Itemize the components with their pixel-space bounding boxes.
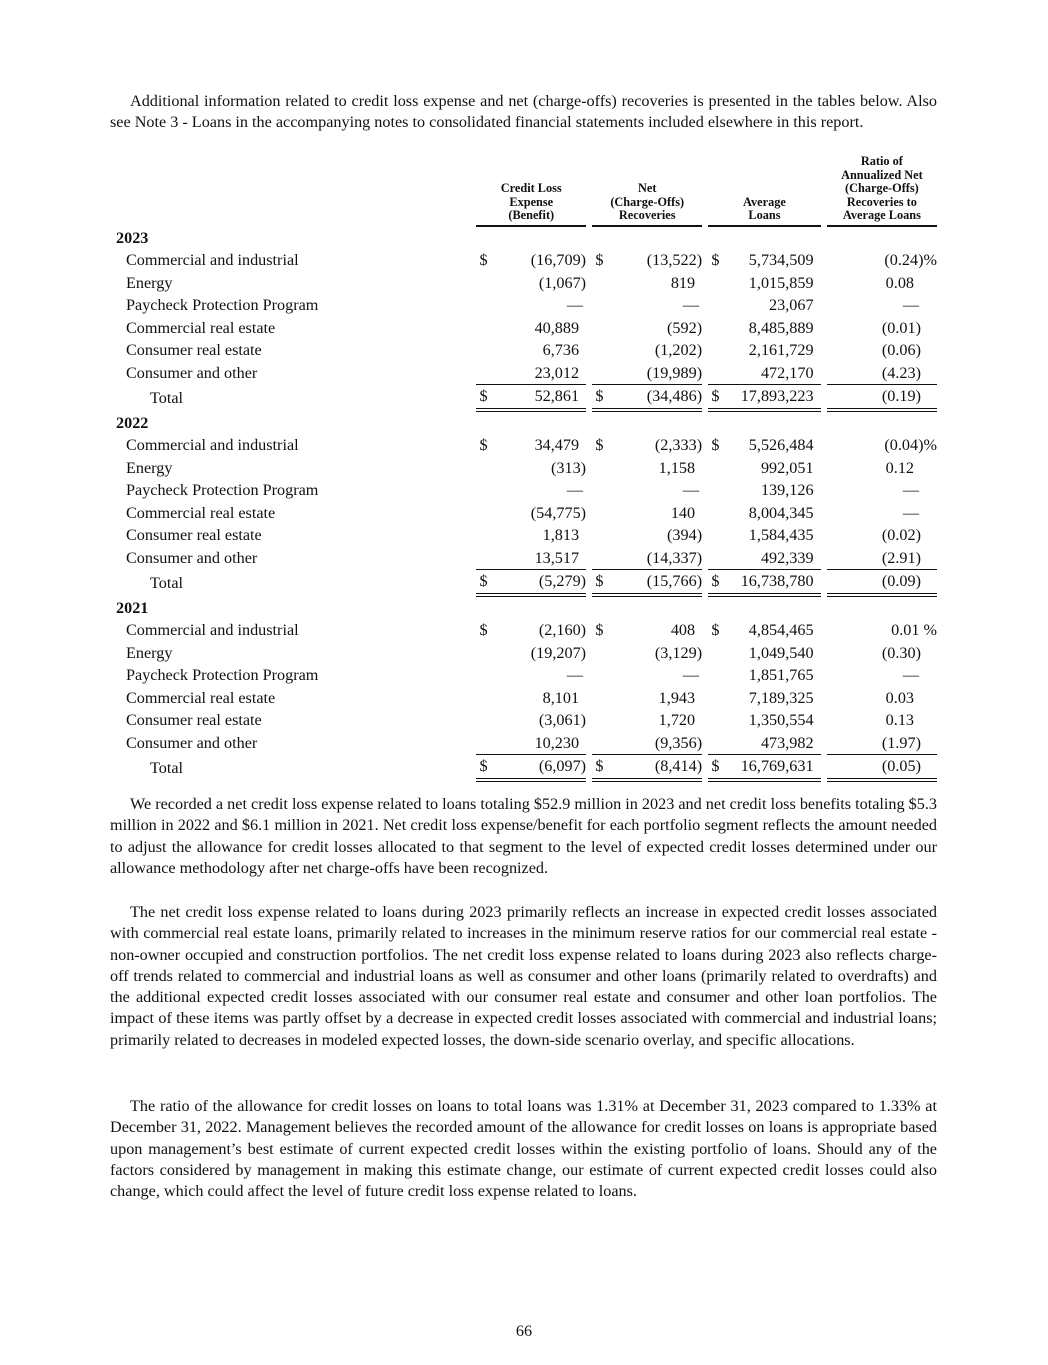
header-ratio [827,155,937,226]
cell-value: (0.30) [881,643,921,662]
row-label: Commercial and industrial [126,436,299,454]
net-charge-offs [592,570,702,595]
cell-value: (19,207) [530,643,587,662]
dollar-sign: $ [595,387,604,405]
total-row [110,385,937,410]
cell-value: (0.24)% [884,251,937,269]
ratio [827,502,937,525]
table-row [110,524,937,547]
net-charge-offs [592,619,702,642]
credit-loss-expense [476,687,586,710]
cell-value: 7,189,325 [748,688,814,707]
cell-value: (3,129) [654,643,703,662]
net-charge-offs [592,687,702,710]
net-charge-offs [592,709,702,732]
cell-value: 2,161,729 [748,341,814,359]
row-label: Paycheck Protection Program [126,296,319,314]
header-credit-loss-expense [476,155,586,226]
dollar-sign: $ [711,251,720,269]
header-line: (Charge-Offs) [610,194,685,209]
average-loans [708,755,820,780]
cell-value: 8,485,889 [748,318,814,337]
net-charge-offs [592,755,702,780]
average-loans [708,664,820,687]
cell-value: 408 [670,621,696,639]
dollar-sign: $ [711,757,720,775]
ratio [827,294,937,317]
paragraph-3: The ratio of the allowance for credit losses on loans to total loans was 1.31% at December 31, 2023 compared to 1.33% at December 31, 2022. Management believes the recorded amount of the allowance for credit losses on loans is appropriate based upon management’s best estimate of current expected credit losses within the existing portfolio of loans. Should any of the factors considered by management in making this estimate change, our estimate of current expected credit losses could also change, which could affect the level of future credit loss expense related to loans. [110,1097,937,1201]
credit-loss-expense [476,664,586,687]
header-net-charge-offs [592,155,702,226]
net-charge-offs [592,642,702,665]
cell-value: — [566,296,584,314]
cell-value: 492,339 [760,548,814,567]
cell-value: 5,734,509 [748,251,814,269]
total-row [110,755,937,780]
ratio [827,642,937,665]
cell-value: (394) [667,526,703,544]
cell-value: 473,982 [760,733,814,752]
credit-loss-expense [476,547,586,570]
row-label: Consumer and other [126,364,258,382]
ratio [827,317,937,340]
dollar-sign: $ [711,572,720,590]
table-row [110,434,937,457]
dollar-sign: $ [479,436,488,454]
cell-value: 8,004,345 [748,503,814,522]
ratio [827,732,937,755]
cell-value: (0.02) [881,526,921,544]
net-charge-offs [592,294,702,317]
cell-value: (15,766) [646,572,703,590]
header-line: Expense [509,194,554,209]
cell-value: 1,813 [542,526,580,544]
cell-value: — [902,481,919,499]
average-loans [708,294,820,317]
ratio [827,362,937,385]
cell-value: (0.04)% [884,436,937,454]
ratio [827,249,937,272]
table-row [110,709,937,732]
credit-loss-expense [476,502,586,525]
row-label: Energy [126,458,173,477]
cell-value: (4.23) [881,363,921,382]
cell-value: 0.12 [885,458,914,477]
row-label: Total [150,574,184,592]
intro-paragraph: Additional information related to credit loss expense and net (charge-offs) recoveries is presented in the tables below. Also see Note 3 - Loans in the accompanying notes to consolidated financial statements included elsewhere in this report. [110,92,937,132]
credit-loss-expense [476,755,586,780]
year-heading: 2021 [116,598,149,617]
cell-value: 16,738,780 [740,572,814,590]
paragraph-1: We recorded a net credit loss expense related to loans totaling $52.9 million in 2023 and net credit loss benefits totaling $5.3 million in 2022 and $6.1 million in 2021. Net credit loss expense/benefit for each portfolio segment reflects the amount needed to adjust the allowance for credit losses allocated to that segment to the level of expected credit losses determined under our allowance methodology after net charge-offs have been recognized. [110,795,937,877]
net-charge-offs [592,732,702,755]
ratio [827,524,937,547]
paragraph-2: The net credit loss expense related to loans during 2023 primarily reflects an increase in expected credit losses associated with commercial real estate loans, primarily related to increases in the minimum reserve ratios for our commercial real estate - non-owner occupied and construction portfolios. The net credit loss expense related to loans during 2023 also reflects charge-off trends related to commercial and industrial loans as well as consumer and other loans (primarily related to overdrafts) and the additional expected credit losses associated with our consumer real estate and consumer and other loan portfolios. The impact of these items was partly offset by a decrease in expected credit losses associated with commercial and industrial loans; primarily related to decreases in modeled expected losses, the down-side scenario overlay, and specific allocations. [110,903,937,1049]
cell-value: — [902,503,919,522]
row-label: Commercial real estate [126,688,276,707]
cell-value: — [682,481,700,499]
year-row [110,595,937,620]
row-label: Commercial real estate [126,503,276,522]
cell-value: (313) [551,458,587,477]
dollar-sign: $ [479,387,488,405]
dollar-sign: $ [479,757,488,775]
dollar-sign: $ [595,572,604,590]
cell-value: (1.97) [881,733,921,752]
dollar-sign: $ [595,757,604,775]
cell-value: (6,097) [538,757,587,775]
net-charge-offs [592,479,702,502]
cell-value: 1,584,435 [748,526,814,544]
cell-value: (8,414) [654,757,703,775]
ratio [827,709,937,732]
net-charge-offs [592,664,702,687]
cell-value: 1,851,765 [748,666,814,684]
table-row [110,317,937,340]
credit-loss-expense [476,249,586,272]
cell-value: 1,943 [658,688,696,707]
average-loans [708,249,820,272]
row-label: Consumer and other [126,734,258,752]
page-number: 66 [515,1322,533,1340]
header-line: Average Loans [842,208,921,222]
row-label: Energy [126,643,173,662]
net-charge-offs [592,434,702,457]
header-line: Credit Loss [500,181,562,195]
row-label: Energy [126,273,173,292]
cell-value: — [682,296,700,314]
cell-value: 992,051 [760,458,814,477]
credit-loss-expense [476,339,586,362]
ratio [827,457,937,480]
credit-loss-expense [476,294,586,317]
cell-value: 52,861 [534,387,580,405]
average-loans [708,524,820,547]
cell-value: 40,889 [534,318,580,337]
year-row [110,226,937,250]
dollar-sign: $ [479,621,488,639]
dollar-sign: $ [711,387,720,405]
table-row [110,362,937,385]
average-loans [708,385,820,410]
table-row [110,687,937,710]
header-line: Loans [748,208,781,222]
cell-value: 1,015,859 [748,273,814,292]
cell-value: 140 [670,503,696,522]
table-row [110,732,937,755]
cell-value: (16,709) [530,251,587,269]
cell-value: — [566,481,584,499]
credit-loss-expense [476,272,586,295]
ratio [827,385,937,410]
cell-value: — [902,666,919,684]
credit-loss-expense [476,570,586,595]
average-loans [708,362,820,385]
cell-value: (0.01) [881,318,921,337]
table-row [110,294,937,317]
cell-value: (1,202) [654,341,703,359]
cell-value: 472,170 [760,363,814,382]
table-row [110,664,937,687]
credit-loss-expense [476,524,586,547]
cell-value: 0.13 [885,711,914,729]
dollar-sign: $ [595,436,604,454]
average-loans [708,547,820,570]
cell-value: 4,854,465 [748,621,814,639]
year-heading: 2023 [116,228,149,247]
row-label: Consumer real estate [126,341,262,359]
cell-value: (592) [667,318,703,337]
cell-value: 10,230 [534,733,580,752]
cell-value: (34,486) [646,387,703,405]
row-label: Consumer real estate [126,711,262,729]
ratio [827,755,937,780]
ratio [827,664,937,687]
cell-value: (1,067) [538,273,587,292]
cell-value: (3,061) [538,711,587,729]
credit-loss-expense [476,385,586,410]
cell-value: (0.19) [881,387,921,405]
cell-value: 0.08 [885,273,914,292]
ratio [827,479,937,502]
row-label: Consumer and other [126,549,258,567]
header-line: (Benefit) [508,208,555,222]
cell-value: 1,720 [658,711,696,729]
average-loans [708,434,820,457]
net-charge-offs [592,339,702,362]
row-label: Commercial and industrial [126,621,299,639]
average-loans [708,732,820,755]
net-charge-offs [592,547,702,570]
average-loans [708,570,820,595]
table-row [110,479,937,502]
cell-value: (2,333) [654,436,703,454]
row-label: Paycheck Protection Program [126,666,319,684]
table-row [110,619,937,642]
cell-value: (2.91) [881,548,921,567]
cell-value: (0.05) [881,757,921,775]
net-charge-offs [592,524,702,547]
table-row [110,272,937,295]
average-loans [708,272,820,295]
cell-value: 23,067 [769,296,814,314]
cell-value: (13,522) [646,251,703,269]
cell-value: 5,526,484 [748,436,814,454]
cell-value: — [902,296,919,314]
cell-value: 34,479 [534,436,580,454]
cell-value: (19,989) [646,363,703,382]
average-loans [708,642,820,665]
average-loans [708,457,820,480]
cell-value: (2,160) [538,621,587,639]
credit-loss-expense [476,479,586,502]
cell-value: 0.03 [885,688,914,707]
table-row [110,642,937,665]
ratio [827,547,937,570]
ratio [827,272,937,295]
average-loans [708,502,820,525]
cell-value: (54,775) [530,503,587,522]
cell-value: (14,337) [646,548,703,567]
row-label: Commercial and industrial [126,251,299,269]
credit-loss-expense [476,709,586,732]
cell-value: — [682,666,700,684]
cell-value: 0.01 % [891,621,937,639]
credit-loss-expense [476,457,586,480]
header-line: Ratio of [860,154,903,168]
ratio [827,434,937,457]
table-header-row [110,155,937,226]
average-loans [708,687,820,710]
credit-loss-table [110,155,937,782]
cell-value: 819 [670,273,696,292]
cell-value: 6,736 [542,341,580,359]
header-average-loans [708,155,820,226]
credit-loss-expense [476,642,586,665]
average-loans [708,317,820,340]
cell-value: (0.09) [881,572,921,590]
row-label: Consumer real estate [126,526,262,544]
credit-loss-expense [476,434,586,457]
dollar-sign: $ [711,621,720,639]
table-row [110,339,937,362]
net-charge-offs [592,362,702,385]
row-label: Paycheck Protection Program [126,481,319,499]
net-charge-offs [592,457,702,480]
net-charge-offs [592,249,702,272]
row-label: Total [150,759,184,777]
credit-loss-expense [476,317,586,340]
header-line: Recoveries [618,208,676,222]
cell-value: 23,012 [534,363,580,382]
average-loans [708,709,820,732]
cell-value: (5,279) [538,572,587,590]
table-row [110,502,937,525]
cell-value: 139,126 [760,481,814,499]
table-row [110,457,937,480]
cell-value: 13,517 [534,548,580,567]
row-label: Total [150,389,184,407]
year-row [110,410,937,435]
cell-value: 16,769,631 [740,757,814,775]
net-charge-offs [592,272,702,295]
net-charge-offs [592,317,702,340]
dollar-sign: $ [595,621,604,639]
dollar-sign: $ [479,251,488,269]
cell-value: (0.06) [881,341,921,359]
header-line: (Charge-Offs) [845,181,919,195]
dollar-sign: $ [595,251,604,269]
dollar-sign: $ [479,572,488,590]
header-line: Net [637,181,657,195]
header-line: Annualized Net [841,167,923,182]
table-row [110,547,937,570]
ratio [827,570,937,595]
average-loans [708,479,820,502]
cell-value: — [566,666,584,684]
cell-value: 1,158 [658,458,696,477]
net-charge-offs [592,502,702,525]
ratio [827,619,937,642]
dollar-sign: $ [711,436,720,454]
credit-loss-expense [476,362,586,385]
year-heading: 2022 [116,413,149,432]
total-row [110,570,937,595]
ratio [827,339,937,362]
header-line: Recoveries to [846,194,917,209]
average-loans [708,339,820,362]
cell-value: 1,049,540 [748,643,814,662]
ratio [827,687,937,710]
net-charge-offs [592,385,702,410]
header-line: Average [743,194,786,209]
cell-value: 8,101 [542,688,580,707]
cell-value: 17,893,223 [740,387,814,405]
cell-value: (9,356) [654,733,703,752]
average-loans [708,619,820,642]
credit-loss-expense [476,732,586,755]
credit-loss-expense [476,619,586,642]
cell-value: 1,350,554 [748,711,814,729]
table-row [110,249,937,272]
row-label: Commercial real estate [126,318,276,337]
